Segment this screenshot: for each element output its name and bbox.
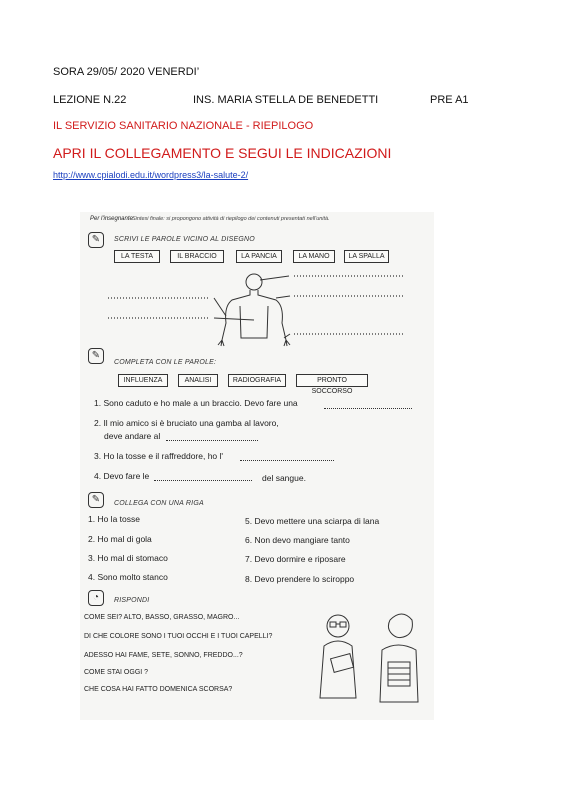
match-right-item: 7. Devo dormire e riposare [245, 554, 346, 564]
answer-blank [324, 408, 412, 409]
section2-title: COMPLETA CON LE PAROLE: [114, 359, 217, 366]
exercise-item: 2. Il mio amico si è bruciato una gamba al lavoro, [94, 418, 279, 428]
exercise-item: 3. Ho la tosse e il raffreddore, ho l' [94, 451, 224, 461]
exercise-item: del sangue. [262, 473, 306, 483]
match-left-item: 2. Ho mal di gola [88, 534, 152, 544]
resource-link[interactable]: http://www.cpialodi.edu.it/wordpress3/la-salute-2/ [53, 170, 249, 180]
section1-title: SCRIVI LE PAROLE VICINO AL DISEGNO [114, 236, 255, 243]
date-line: SORA 29/05/ 2020 VENERDI’ [53, 66, 200, 78]
topic-title: IL SERVIZIO SANITARIO NAZIONALE - RIEPILOGO [53, 120, 314, 132]
question-item: CHE COSA HAI FATTO DOMENICA SCORSA? [84, 686, 233, 693]
answer-blank [154, 480, 252, 481]
teacher-name: INS. MARIA STELLA DE BENEDETTI [193, 94, 379, 106]
body-diagram [104, 268, 414, 348]
pencil-icon: ✎ [88, 492, 104, 508]
exercise-item: deve andare al [104, 431, 161, 441]
section4-title: RISPONDI [114, 597, 150, 604]
worksheet-image [80, 212, 434, 720]
level-label: PRE A1 [430, 94, 469, 106]
word-box: LA PANCIA [236, 250, 282, 263]
instruction-title: APRI IL COLLEGAMENTO E SEGUI LE INDICAZIONI [53, 145, 392, 161]
word-box: LA TESTA [114, 250, 160, 263]
word-box: INFLUENZA [118, 374, 168, 387]
question-item: COME SEI? ALTO, BASSO, GRASSO, MAGRO... [84, 614, 240, 621]
match-left-item: 4. Sono molto stanco [88, 572, 168, 582]
teacher-note-text: Sintesi finale: si propongono attività di riepilogo dei contenuti presentati nell'unità. [132, 216, 330, 222]
answer-blank [166, 440, 258, 441]
match-right-item: 5. Devo mettere una sciarpa di lana [245, 516, 380, 526]
ear-icon: ◔ [88, 590, 104, 606]
question-item: ADESSO HAI FAME, SETE, SONNO, FREDDO...? [84, 652, 243, 659]
word-box: IL BRACCIO [170, 250, 224, 263]
section3-title: COLLEGA CON UNA RIGA [114, 500, 204, 507]
word-box: LA SPALLA [344, 250, 389, 263]
question-item: COME STAI OGGI ? [84, 669, 149, 676]
exercise-item: 4. Devo fare le [94, 471, 150, 481]
exercise-item: 1. Sono caduto e ho male a un braccio. Devo fare una [94, 398, 298, 408]
question-item: DI CHE COLORE SONO I TUOI OCCHI E I TUOI CAPELLI? [84, 633, 273, 640]
pencil-icon: ✎ [88, 232, 104, 248]
word-box: PRONTO SOCCORSO [296, 374, 368, 387]
word-box: LA MANO [293, 250, 335, 263]
pencil-icon: ✎ [88, 348, 104, 364]
teacher-note-label: Per l'insegnante [90, 216, 133, 222]
people-illustration [306, 606, 426, 706]
answer-blank [240, 460, 334, 461]
word-box: ANALISI [178, 374, 218, 387]
match-left-item: 3. Ho mal di stomaco [88, 553, 168, 563]
word-box: RADIOGRAFIA [228, 374, 286, 387]
match-right-item: 8. Devo prendere lo sciroppo [245, 574, 355, 584]
lesson-label: LEZIONE N.22 [53, 94, 127, 106]
match-right-item: 6. Non devo mangiare tanto [245, 535, 350, 545]
match-left-item: 1. Ho la tosse [88, 514, 140, 524]
